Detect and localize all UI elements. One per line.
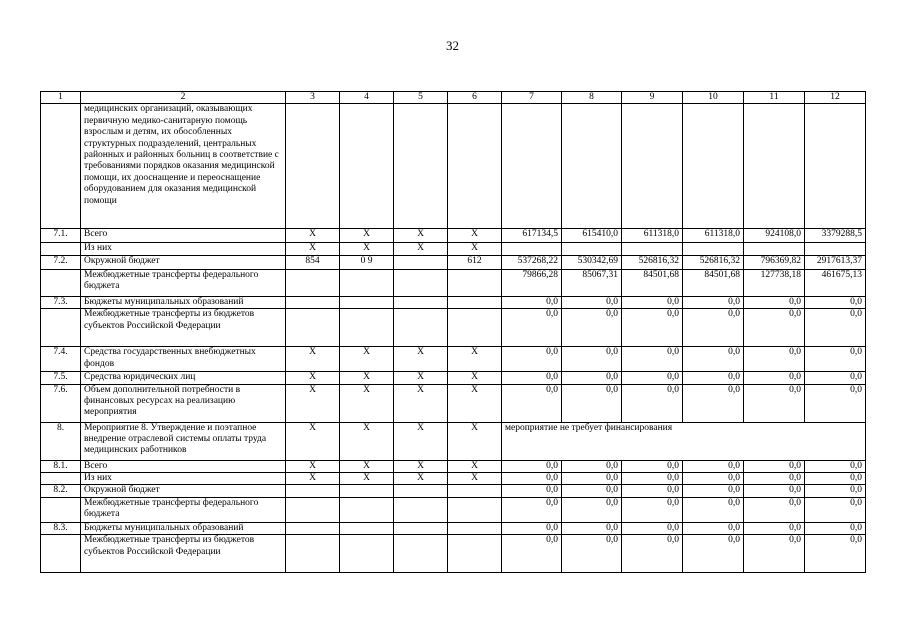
code-cell: X xyxy=(340,347,394,372)
column-header: 1 xyxy=(41,92,81,104)
row-name-cell: Всего xyxy=(81,460,286,472)
amount-cell xyxy=(683,243,744,255)
row-name-cell: Бюджеты муниципальных образований xyxy=(81,296,286,308)
code-cell: X xyxy=(340,460,394,472)
amount-cell: 0,0 xyxy=(744,372,805,384)
code-cell xyxy=(340,522,394,534)
amount-cell: 0,0 xyxy=(683,347,744,372)
amount-cell: 0,0 xyxy=(805,535,866,573)
amount-cell: 796369,82 xyxy=(744,255,805,269)
column-header: 7 xyxy=(502,92,562,104)
amount-cell: 84501,68 xyxy=(683,269,744,296)
row-number-cell: 8.3. xyxy=(41,522,81,534)
row-number-cell xyxy=(41,243,81,255)
row-number-cell: 7.5. xyxy=(41,372,81,384)
amount-cell xyxy=(622,104,683,229)
code-cell: X xyxy=(340,473,394,485)
code-cell xyxy=(394,104,448,229)
budget-table xyxy=(40,91,866,573)
amount-cell: 0,0 xyxy=(502,460,562,472)
table-row xyxy=(41,522,866,534)
amount-cell: 0,0 xyxy=(622,347,683,372)
row-number-cell: 7.2. xyxy=(41,255,81,269)
amount-cell: 0,0 xyxy=(502,522,562,534)
code-cell xyxy=(448,535,502,573)
code-cell: X xyxy=(448,229,502,243)
table-body xyxy=(41,92,866,573)
amount-cell: 0,0 xyxy=(683,522,744,534)
amount-cell: 0,0 xyxy=(562,347,622,372)
row-name-cell: Окружной бюджет xyxy=(81,485,286,497)
code-cell xyxy=(286,296,340,308)
amount-cell: 0,0 xyxy=(622,296,683,308)
code-cell xyxy=(340,269,394,296)
amount-cell: 0,0 xyxy=(622,384,683,422)
amount-cell: 0,0 xyxy=(622,473,683,485)
amount-cell xyxy=(805,104,866,229)
amount-cell: 0,0 xyxy=(805,522,866,534)
amount-cell: 0,0 xyxy=(805,309,866,347)
amount-cell xyxy=(744,243,805,255)
amount-cell: 0,0 xyxy=(502,497,562,522)
amount-cell: 924108,0 xyxy=(744,229,805,243)
row-number-cell xyxy=(41,104,81,229)
column-header: 2 xyxy=(81,92,286,104)
amount-cell: 0,0 xyxy=(683,384,744,422)
row-name-cell: Средства государственных внебюджетных фондов xyxy=(81,347,286,372)
code-cell xyxy=(394,269,448,296)
amount-cell: 0,0 xyxy=(683,460,744,472)
code-cell: 612 xyxy=(448,255,502,269)
code-cell xyxy=(448,497,502,522)
amount-cell: 0,0 xyxy=(562,473,622,485)
code-cell: X xyxy=(448,243,502,255)
amount-cell: 0,0 xyxy=(562,384,622,422)
amount-cell xyxy=(683,104,744,229)
column-header: 10 xyxy=(683,92,744,104)
code-cell xyxy=(340,296,394,308)
code-cell xyxy=(286,269,340,296)
code-cell: X xyxy=(286,229,340,243)
amount-cell xyxy=(622,243,683,255)
column-header: 8 xyxy=(562,92,622,104)
amount-cell: 0,0 xyxy=(622,460,683,472)
row-number-cell: 7.4. xyxy=(41,347,81,372)
row-number-cell: 8.1. xyxy=(41,460,81,472)
amount-cell: 0,0 xyxy=(622,535,683,573)
amount-cell: 0,0 xyxy=(622,522,683,534)
amount-cell: 611318,0 xyxy=(683,229,744,243)
amount-cell: 461675,13 xyxy=(805,269,866,296)
row-name-cell: медицинских организаций, оказывающих первичную медико-санитарную помощь взрослым и детям, их обособленных структурных подразделений, центральных районных и районных больниц в соответствие с требованиями порядков оказания медицинской помощи, их дооснащение и переоснащение оборудованием для оказания медицинской помощи xyxy=(81,104,286,229)
amount-cell xyxy=(562,243,622,255)
code-cell xyxy=(340,485,394,497)
code-cell: X xyxy=(394,473,448,485)
column-header: 6 xyxy=(448,92,502,104)
amount-cell: 0,0 xyxy=(502,384,562,422)
row-number-cell xyxy=(41,497,81,522)
column-number-row xyxy=(41,92,866,104)
amount-cell: 0,0 xyxy=(502,296,562,308)
amount-cell: 0,0 xyxy=(683,309,744,347)
amount-cell: 3379288,5 xyxy=(805,229,866,243)
table-row xyxy=(41,497,866,522)
amount-cell: 85067,31 xyxy=(562,269,622,296)
amount-cell: 526816,32 xyxy=(622,255,683,269)
amount-cell: 0,0 xyxy=(562,535,622,573)
amount-cell: 0,0 xyxy=(744,522,805,534)
amount-cell: 0,0 xyxy=(622,372,683,384)
table-row xyxy=(41,104,866,229)
amount-cell: 0,0 xyxy=(683,372,744,384)
table-row xyxy=(41,422,866,460)
amount-cell xyxy=(562,104,622,229)
amount-cell xyxy=(502,243,562,255)
code-cell xyxy=(286,104,340,229)
code-cell: X xyxy=(340,229,394,243)
code-cell: X xyxy=(340,243,394,255)
code-cell: X xyxy=(394,460,448,472)
amount-cell: 530342,69 xyxy=(562,255,622,269)
amount-cell: 0,0 xyxy=(744,535,805,573)
code-cell: X xyxy=(394,347,448,372)
amount-cell: 0,0 xyxy=(744,460,805,472)
amount-cell: 0,0 xyxy=(744,497,805,522)
table-row xyxy=(41,255,866,269)
amount-cell: 0,0 xyxy=(805,485,866,497)
amount-cell: 79866,28 xyxy=(502,269,562,296)
row-name-cell: Всего xyxy=(81,229,286,243)
code-cell: X xyxy=(286,460,340,472)
amount-cell: 0,0 xyxy=(502,535,562,573)
amount-cell: 0,0 xyxy=(744,384,805,422)
code-cell xyxy=(394,296,448,308)
row-name-cell: Межбюджетные трансферты федерального бюджета xyxy=(81,497,286,522)
amount-cell: 0,0 xyxy=(622,497,683,522)
code-cell xyxy=(394,485,448,497)
amount-cell: 0,0 xyxy=(744,485,805,497)
amount-cell: 0,0 xyxy=(683,535,744,573)
merged-note-cell: мероприятие не требует финансирования xyxy=(502,422,866,460)
row-name-cell: Мероприятие 8. Утверждение и поэтапное внедрение отраслевой системы оплаты труда медицинских работников xyxy=(81,422,286,460)
code-cell xyxy=(286,522,340,534)
column-header: 11 xyxy=(744,92,805,104)
code-cell: X xyxy=(394,384,448,422)
amount-cell: 0,0 xyxy=(562,309,622,347)
code-cell: X xyxy=(286,422,340,460)
code-cell: X xyxy=(448,473,502,485)
code-cell xyxy=(448,309,502,347)
code-cell xyxy=(448,485,502,497)
table-row xyxy=(41,229,866,243)
amount-cell: 0,0 xyxy=(805,296,866,308)
code-cell: X xyxy=(286,347,340,372)
amount-cell: 0,0 xyxy=(805,384,866,422)
amount-cell: 0,0 xyxy=(683,296,744,308)
column-header: 5 xyxy=(394,92,448,104)
row-name-cell: Межбюджетные трансферты федерального бюджета xyxy=(81,269,286,296)
code-cell: X xyxy=(448,422,502,460)
table-row xyxy=(41,269,866,296)
code-cell xyxy=(448,522,502,534)
amount-cell: 0,0 xyxy=(562,485,622,497)
code-cell xyxy=(448,269,502,296)
code-cell xyxy=(286,309,340,347)
amount-cell: 0,0 xyxy=(805,347,866,372)
amount-cell: 0,0 xyxy=(502,372,562,384)
code-cell xyxy=(340,535,394,573)
amount-cell: 0,0 xyxy=(622,485,683,497)
table-row xyxy=(41,535,866,573)
row-number-cell xyxy=(41,309,81,347)
code-cell xyxy=(394,309,448,347)
amount-cell: 0,0 xyxy=(683,497,744,522)
code-cell: X xyxy=(286,473,340,485)
code-cell xyxy=(448,296,502,308)
table-row xyxy=(41,372,866,384)
code-cell: X xyxy=(448,384,502,422)
amount-cell: 537268,22 xyxy=(502,255,562,269)
amount-cell: 0,0 xyxy=(744,347,805,372)
row-name-cell: Объем дополнительной потребности в финансовых ресурсах на реализацию мероприятия xyxy=(81,384,286,422)
amount-cell: 0,0 xyxy=(744,296,805,308)
code-cell: X xyxy=(394,229,448,243)
code-cell xyxy=(340,309,394,347)
code-cell: X xyxy=(394,422,448,460)
amount-cell: 0,0 xyxy=(683,485,744,497)
amount-cell: 0,0 xyxy=(805,473,866,485)
row-number-cell: 8.2. xyxy=(41,485,81,497)
code-cell xyxy=(448,104,502,229)
code-cell: 854 xyxy=(286,255,340,269)
code-cell: X xyxy=(448,372,502,384)
amount-cell: 0,0 xyxy=(805,460,866,472)
code-cell: X xyxy=(394,243,448,255)
code-cell xyxy=(340,497,394,522)
amount-cell: 0,0 xyxy=(502,309,562,347)
amount-cell: 0,0 xyxy=(805,497,866,522)
row-name-cell: Окружной бюджет xyxy=(81,255,286,269)
column-header: 3 xyxy=(286,92,340,104)
row-name-cell: Средства юридических лиц xyxy=(81,372,286,384)
amount-cell: 0,0 xyxy=(805,372,866,384)
code-cell xyxy=(394,255,448,269)
table-row xyxy=(41,473,866,485)
row-name-cell: Из них xyxy=(81,243,286,255)
row-number-cell: 7.6. xyxy=(41,384,81,422)
amount-cell: 615410,0 xyxy=(562,229,622,243)
code-cell: X xyxy=(286,372,340,384)
page-number: 32 xyxy=(446,38,459,53)
amount-cell: 0,0 xyxy=(562,372,622,384)
code-cell: X xyxy=(340,422,394,460)
row-number-cell: 7.3. xyxy=(41,296,81,308)
code-cell xyxy=(394,497,448,522)
row-number-cell xyxy=(41,535,81,573)
amount-cell: 617134,5 xyxy=(502,229,562,243)
code-cell: X xyxy=(340,372,394,384)
column-header: 9 xyxy=(622,92,683,104)
amount-cell: 0,0 xyxy=(502,485,562,497)
row-number-cell: 7.1. xyxy=(41,229,81,243)
amount-cell: 127738,18 xyxy=(744,269,805,296)
amount-cell: 0,0 xyxy=(562,296,622,308)
row-number-cell: 8. xyxy=(41,422,81,460)
code-cell: X xyxy=(286,384,340,422)
code-cell: X xyxy=(394,372,448,384)
amount-cell: 0,0 xyxy=(683,473,744,485)
amount-cell: 2917613,37 xyxy=(805,255,866,269)
amount-cell: 0,0 xyxy=(562,497,622,522)
amount-cell xyxy=(805,243,866,255)
table-row xyxy=(41,243,866,255)
code-cell xyxy=(394,535,448,573)
row-name-cell: Бюджеты муниципальных образований xyxy=(81,522,286,534)
code-cell xyxy=(394,522,448,534)
amount-cell: 0,0 xyxy=(502,473,562,485)
code-cell: 0 9 xyxy=(340,255,394,269)
table-row xyxy=(41,309,866,347)
table-row xyxy=(41,347,866,372)
amount-cell: 84501,68 xyxy=(622,269,683,296)
code-cell xyxy=(286,485,340,497)
amount-cell: 0,0 xyxy=(502,347,562,372)
amount-cell xyxy=(744,104,805,229)
table-row xyxy=(41,296,866,308)
amount-cell: 611318,0 xyxy=(622,229,683,243)
row-name-cell: Из них xyxy=(81,473,286,485)
column-header: 4 xyxy=(340,92,394,104)
code-cell: X xyxy=(448,347,502,372)
table-row xyxy=(41,384,866,422)
amount-cell: 526816,32 xyxy=(683,255,744,269)
row-name-cell: Межбюджетные трансферты из бюджетов субъектов Российской Федерации xyxy=(81,309,286,347)
amount-cell: 0,0 xyxy=(562,522,622,534)
code-cell xyxy=(286,497,340,522)
amount-cell: 0,0 xyxy=(622,309,683,347)
code-cell xyxy=(340,104,394,229)
row-number-cell xyxy=(41,269,81,296)
code-cell: X xyxy=(448,460,502,472)
amount-cell xyxy=(502,104,562,229)
column-header: 12 xyxy=(805,92,866,104)
amount-cell: 0,0 xyxy=(562,460,622,472)
row-number-cell xyxy=(41,473,81,485)
amount-cell: 0,0 xyxy=(744,309,805,347)
code-cell xyxy=(286,535,340,573)
table-row xyxy=(41,485,866,497)
row-name-cell: Межбюджетные трансферты из бюджетов субъектов Российской Федерации xyxy=(81,535,286,573)
code-cell: X xyxy=(340,384,394,422)
amount-cell: 0,0 xyxy=(744,473,805,485)
table-row xyxy=(41,460,866,472)
code-cell: X xyxy=(286,243,340,255)
